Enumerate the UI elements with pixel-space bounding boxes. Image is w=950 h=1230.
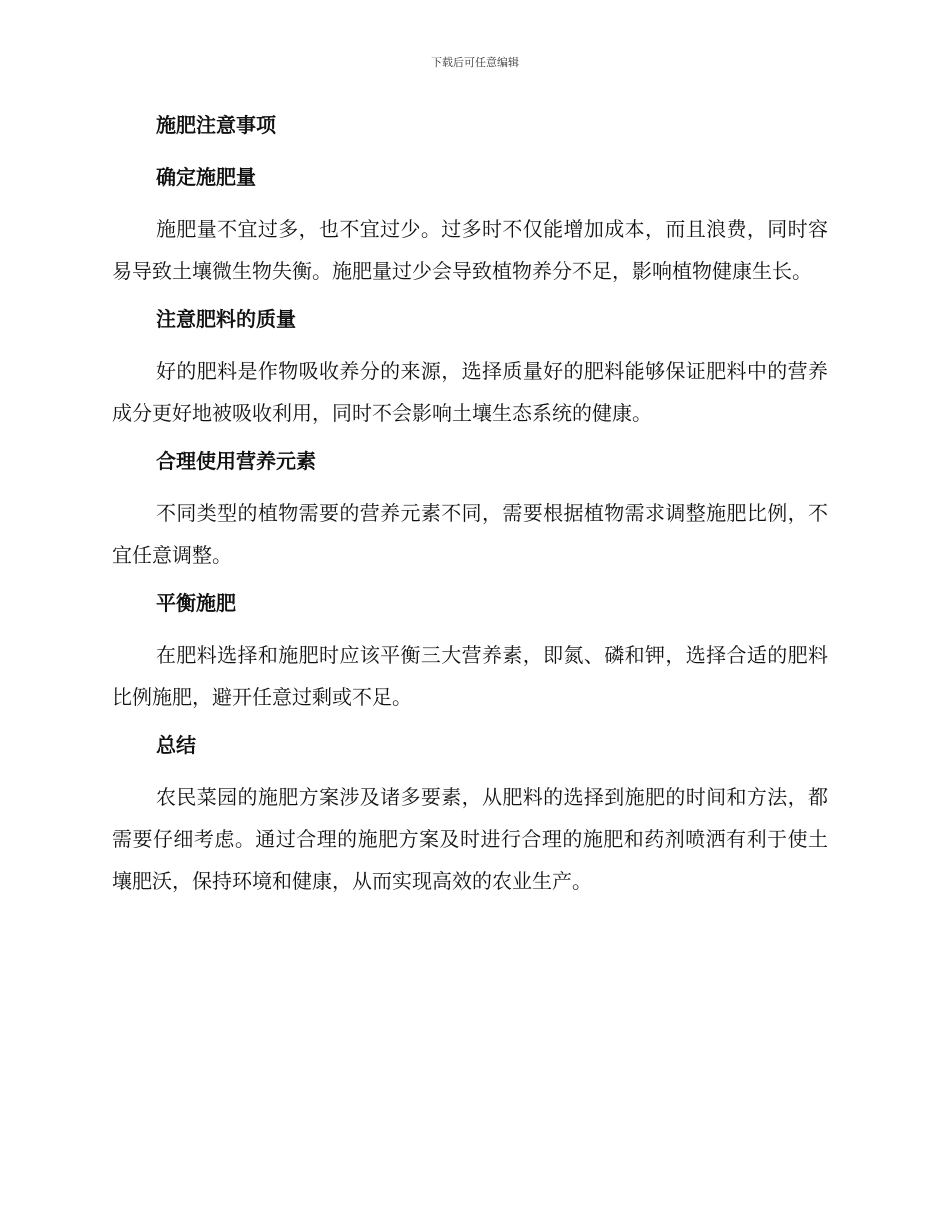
section-heading-fertilizer-quality: 注意肥料的质量	[156, 307, 296, 331]
section-body-nutrient-elements: 不同类型的植物需要的营养元素不同，需要根据植物需求调整施肥比例，不宜任意调整。	[112, 501, 828, 567]
section-body-fertilizer-quality: 好的肥料是作物吸收养分的来源，选择质量好的肥料能够保证肥料中的营养成分更好地被吸收利用，同时不会影响土壤生态系统的健康。	[112, 359, 828, 425]
section-body-fertilizer-amount: 施肥量不宜过多，也不宜过少。过多时不仅能增加成本，而且浪费，同时容易导致土壤微生物失衡。施肥量过少会导致植物养分不足，影响植物健康生长。	[112, 217, 828, 283]
document-title: 施肥注意事项	[156, 113, 276, 137]
document-body	[112, 108, 828, 912]
page-header-note: 下载后可任意编辑	[431, 56, 519, 69]
section-heading-balanced-fertilization: 平衡施肥	[156, 591, 236, 615]
section-heading-nutrient-elements: 合理使用营养元素	[156, 449, 316, 473]
section-heading-summary: 总结	[156, 733, 196, 757]
section-heading-fertilizer-amount: 确定施肥量	[156, 165, 256, 189]
section-body-summary: 农民菜园的施肥方案涉及诸多要素，从肥料的选择到施肥的时间和方法，都需要仔细考虑。通过合理的施肥方案及时进行合理的施肥和药剂喷洒有利于使土壤肥沃，保持环境和健康，从而实现高效的农业生产。	[112, 785, 828, 893]
section-body-balanced-fertilization: 在肥料选择和施肥时应该平衡三大营养素，即氮、磷和钾，选择合适的肥料比例施肥，避开任意过剩或不足。	[112, 643, 828, 709]
